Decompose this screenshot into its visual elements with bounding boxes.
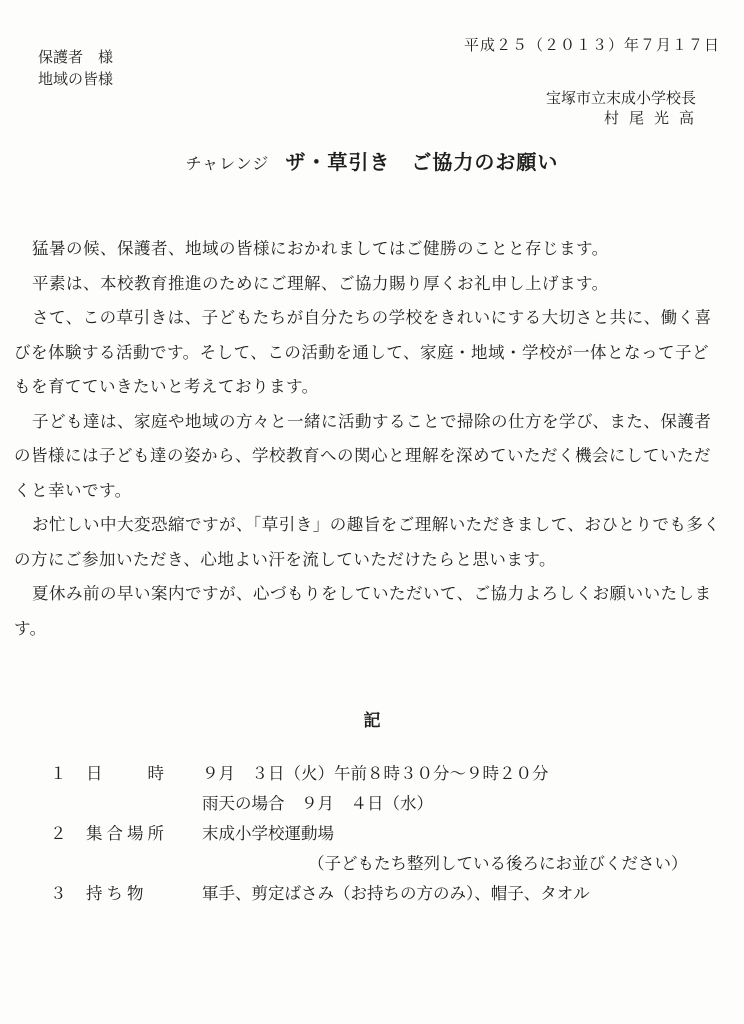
detail-rain-date: 雨天の場合 ９月 ４日（水） [202,794,433,813]
recipient-guardians: 保護者 様 [38,48,114,66]
letter-body [14,232,724,646]
paragraph: 夏休み前の早い案内ですが、心づもりをしていただいて、ご協力よろしくお願いいたします。 [14,584,712,638]
detail-value: 末成小学校運動場 [202,824,334,843]
recipients [38,46,113,90]
detail-number: ３ [50,884,67,903]
detail-label: 日 時 [86,764,168,783]
sender-block [546,88,704,128]
sender-name: 村尾光高 [603,109,704,127]
paragraph: 猛暑の候、保護者、地域の皆様におかれましてはご健勝のことと存じます。 [32,239,609,258]
paragraph: 子ども達は、家庭や地域の方々と一緒に活動することで掃除の仕方を学び、また、保護者の皆様には子ども達の姿から、学校教育への関心と理解を深めていただく機会にしていただくと幸いです。 [14,411,712,500]
title-prefix: チャレンジ [185,154,270,173]
paragraph: お忙しい中大変恐縮ですが、「草引き」の趣旨をご理解いただきまして、おひとりでも多くの方にご参加いただき、心地よい汗を流していただけたらと思います。 [14,515,721,569]
recipient-community: 地域の皆様 [38,70,114,88]
detail-number: ２ [50,824,67,843]
detail-label: 集合場所 [86,824,168,843]
detail-label: 持ち物 [86,884,148,903]
paragraph: 平素は、本校教育推進のためにご理解、ご協力賜り厚くお礼申し上げます。 [32,273,609,293]
letter-title [0,146,744,175]
paragraph: さて、この草引きは、子どもたちが自分たちの学校をきれいにする大切さと共に、働く喜びを体験する活動です。そして、この活動を通して、家庭・地域・学校が一体となって子どもを育てていきたいと考えております。 [14,308,712,396]
letter-date: 平成２５（２０１３）年７月１７日 [463,36,720,54]
detail-number: １ [50,764,67,783]
detail-value: ９月 ３日（火）午前８時３０分～９時２０分 [202,764,549,783]
sender-organization: 宝塚市立末成小学校長 [545,89,696,107]
detail-note: （子どもたち整列している後ろにお並びください） [308,854,688,873]
detail-value: 軍手、剪定ばさみ（お持ちの方のみ）、帽子、タオル [202,884,590,903]
title-main: ザ・草引き ご協力のお願い [285,150,559,174]
ki-heading: 記 [363,711,381,731]
